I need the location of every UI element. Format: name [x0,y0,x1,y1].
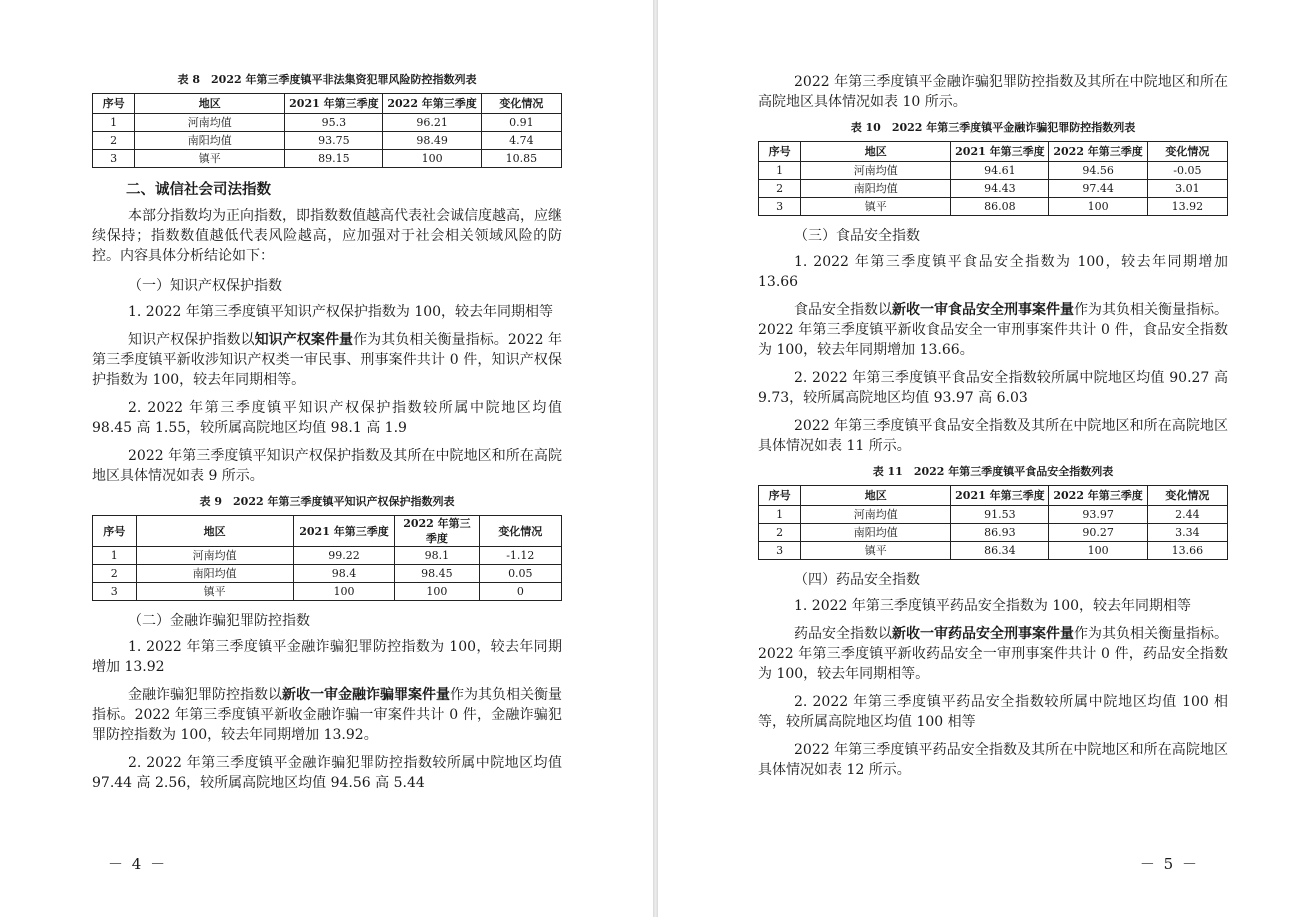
table-cell: 91.53 [951,506,1049,524]
table-cell: 3.01 [1147,180,1227,198]
header-cell: 2022 年第三季度 [395,516,479,547]
drug-paragraph-1: 1. 2022 年第三季度镇平药品安全指数为 100，较去年同期相等 [794,598,1192,614]
table-row [93,583,562,601]
table-cell: 0.05 [479,565,561,583]
text-span: 作为其负相关衡量指标。2022 年第三季度镇平新收金融诈骗一审案件共计 0 件，金融诈骗犯罪防控指数为 100，较去年同期增加 13.92。 [92,687,562,743]
page-number: － 5 － [1139,855,1199,873]
table-cell: 100 [1049,198,1147,216]
table-cell: 93.75 [285,132,383,150]
food-paragraph-3: 2. 2022 年第三季度镇平食品安全指数较所属中院地区均值 90.27 高 9.73，较所属高院地区均值 93.97 高 6.03 [758,370,1228,406]
text-span: 药品安全指数以 [794,626,892,642]
table-cell: 2 [93,132,135,150]
page-number: － 4 － [108,855,168,873]
fraud-paragraph-4: 2022 年第三季度镇平金融诈骗犯罪防控指数及其所在中院地区和所在高院地区具体情况如表 10 所示。 [758,74,1228,110]
food-heading: （三）食品安全指数 [794,228,920,244]
drug-paragraph-4: 2022 年第三季度镇平药品安全指数及其所在中院地区和所在高院地区具体情况如表 12 所示。 [758,742,1228,778]
table-cell: 10.85 [481,150,561,168]
drug-paragraph-2 [758,624,1228,684]
ip-heading: （一）知识产权保护指数 [128,278,282,294]
header-cell: 2021 年第三季度 [951,486,1049,506]
bold-term: 新收一审食品安全刑事案件量 [892,302,1074,318]
page-4 [0,0,653,917]
table-cell: 98.49 [383,132,481,150]
header-cell: 2022 年第三季度 [383,94,481,114]
text-span: 作为其负相关衡量指标。2022 年第三季度镇平新收药品安全一审刑事案件共计 0 件，药品安全指数为 100，较去年同期相等。 [758,626,1228,682]
header-cell: 变化情况 [481,94,561,114]
table-cell: 2 [759,524,801,542]
header-cell: 2022 年第三季度 [1049,142,1147,162]
table-cell: 南阳均值 [135,132,285,150]
table-cell: 3 [93,583,137,601]
header-cell: 变化情况 [479,516,561,547]
text-span: 食品安全指数以 [794,302,892,318]
table-cell: -1.12 [479,547,561,565]
text-span: 作为其负相关衡量指标。2022 年第三季度镇平新收食品安全一审刑事案件共计 0 件，食品安全指数为 100，较去年同期增加 13.66。 [758,302,1228,358]
food-paragraph-2 [758,300,1228,360]
table-row [93,547,562,565]
table-cell: 13.66 [1147,542,1227,560]
table-cell: 98.4 [293,565,394,583]
table-cell: 89.15 [285,150,383,168]
text-span: 金融诈骗犯罪防控指数以 [128,687,282,703]
table-cell: 98.1 [395,547,479,565]
ip-paragraph-1: 1. 2022 年第三季度镇平知识产权保护指数为 100，较去年同期相等 [128,304,554,320]
header-cell: 2021 年第三季度 [293,516,394,547]
table-cell: 0.91 [481,114,561,132]
header-cell: 2021 年第三季度 [951,142,1049,162]
table-header-row [759,142,1228,162]
table-row [93,565,562,583]
table-cell: 100 [383,150,481,168]
table-cell: 0 [479,583,561,601]
bold-term: 知识产权案件量 [254,332,354,348]
table-row [759,542,1228,560]
table-cell: 2 [759,180,801,198]
table-8-caption: 表 8 2022 年第三季度镇平非法集资犯罪风险防控指数列表 [177,73,477,86]
table-row [759,180,1228,198]
table-cell: 100 [293,583,394,601]
intro-paragraph: 本部分指数均为正向指数，即指数数值越高代表社会诚信度越高，应继续保持；指数数值越低代表风险越高，应加强对于社会相关领域风险的防控。内容具体分析结论如下： [92,208,562,264]
text-span: 知识产权保护指数以 [128,332,255,348]
table-header-row [93,94,562,114]
table-cell: 3 [759,198,801,216]
header-cell: 序号 [759,142,801,162]
header-cell: 序号 [93,516,137,547]
table-11-caption: 表 11 2022 年第三季度镇平食品安全指数列表 [872,465,1114,478]
table-cell: 4.74 [481,132,561,150]
table-cell: 2 [93,565,137,583]
table-cell: 1 [759,506,801,524]
table-cell: 97.44 [1049,180,1147,198]
food-paragraph-4: 2022 年第三季度镇平食品安全指数及其所在中院地区和所在高院地区具体情况如表 11 所示。 [758,418,1228,454]
header-cell: 地区 [801,486,951,506]
table-cell: 99.22 [293,547,394,565]
text-span: 作为其负相关衡量指标。2022 年第三季度镇平新收涉知识产权类一审民事、刑事案件共计 0 件，知识产权保护指数为 100，较去年同期相等。 [92,332,563,388]
header-cell: 变化情况 [1147,142,1227,162]
food-paragraph-1: 1. 2022 年第三季度镇平食品安全指数为 100，较去年同期增加 13.66 [758,254,1228,290]
table-cell: 90.27 [1049,524,1147,542]
page-4-content [92,72,562,801]
bold-term: 新收一审药品安全刑事案件量 [892,626,1074,642]
table-cell: 南阳均值 [801,524,951,542]
header-cell: 地区 [801,142,951,162]
table-cell: 河南均值 [136,547,293,565]
table-cell: -0.05 [1147,162,1227,180]
table-cell: 94.61 [951,162,1049,180]
table-cell: 河南均值 [801,162,951,180]
table-cell: 86.93 [951,524,1049,542]
ip-paragraph-4: 2022 年第三季度镇平知识产权保护指数及其所在中院地区和所在高院地区具体情况如表 9 所示。 [92,448,562,484]
table-cell: 93.97 [1049,506,1147,524]
table-cell: 镇平 [801,542,951,560]
header-cell: 地区 [135,94,285,114]
header-cell: 变化情况 [1147,486,1227,506]
table-cell: 镇平 [136,583,293,601]
page-5-content [758,72,1228,788]
table-cell: 3 [759,542,801,560]
table-cell: 3.34 [1147,524,1227,542]
page-5 [658,0,1309,917]
section-title: 二、诚信社会司法指数 [126,182,271,198]
bold-term: 新收一审金融诈骗罪案件量 [282,687,450,703]
table-cell: 南阳均值 [136,565,293,583]
table-header-row [759,486,1228,506]
table-cell: 河南均值 [135,114,285,132]
ip-paragraph-2 [92,330,562,390]
table-cell: 94.56 [1049,162,1147,180]
table-row [759,524,1228,542]
ip-paragraph-3: 2. 2022 年第三季度镇平知识产权保护指数较所属中院地区均值 98.45 高 1.55，较所属高院地区均值 98.1 高 1.9 [92,400,562,436]
fraud-paragraph-2 [92,685,562,745]
table-row [759,198,1228,216]
table-cell: 河南均值 [801,506,951,524]
table-cell: 100 [1049,542,1147,560]
table-cell: 1 [759,162,801,180]
table-cell: 95.3 [285,114,383,132]
drug-heading: （四）药品安全指数 [794,572,920,588]
fraud-heading: （二）金融诈骗犯罪防控指数 [128,613,310,629]
table-cell: 98.45 [395,565,479,583]
header-cell: 地区 [136,516,293,547]
table-cell: 1 [93,547,137,565]
table-9 [92,515,562,601]
table-cell: 1 [93,114,135,132]
table-row [93,132,562,150]
table-cell: 86.34 [951,542,1049,560]
table-cell: 镇平 [135,150,285,168]
table-10 [758,141,1228,216]
table-cell: 94.43 [951,180,1049,198]
table-9-caption: 表 9 2022 年第三季度镇平知识产权保护指数列表 [199,495,455,508]
table-row [759,506,1228,524]
fraud-paragraph-3: 2. 2022 年第三季度镇平金融诈骗犯罪防控指数较所属中院地区均值 97.44 高 2.56，较所属高院地区均值 94.56 高 5.44 [92,755,562,791]
table-header-row [93,516,562,547]
table-cell: 86.08 [951,198,1049,216]
table-row [93,150,562,168]
table-cell: 100 [395,583,479,601]
header-cell: 2022 年第三季度 [1049,486,1147,506]
table-row [759,162,1228,180]
header-cell: 序号 [93,94,135,114]
table-cell: 13.92 [1147,198,1227,216]
table-row [93,114,562,132]
fraud-paragraph-1: 1. 2022 年第三季度镇平金融诈骗犯罪防控指数为 100，较去年同期增加 13.92 [92,639,562,675]
table-10-caption: 表 10 2022 年第三季度镇平金融诈骗犯罪防控指数列表 [850,121,1136,134]
drug-paragraph-3: 2. 2022 年第三季度镇平药品安全指数较所属中院地区均值 100 相等，较所属高院地区均值 100 相等 [758,694,1228,730]
table-cell: 2.44 [1147,506,1227,524]
table-8 [92,93,562,168]
header-cell: 序号 [759,486,801,506]
table-cell: 镇平 [801,198,951,216]
table-cell: 3 [93,150,135,168]
table-cell: 南阳均值 [801,180,951,198]
header-cell: 2021 年第三季度 [285,94,383,114]
table-cell: 96.21 [383,114,481,132]
table-11 [758,485,1228,560]
